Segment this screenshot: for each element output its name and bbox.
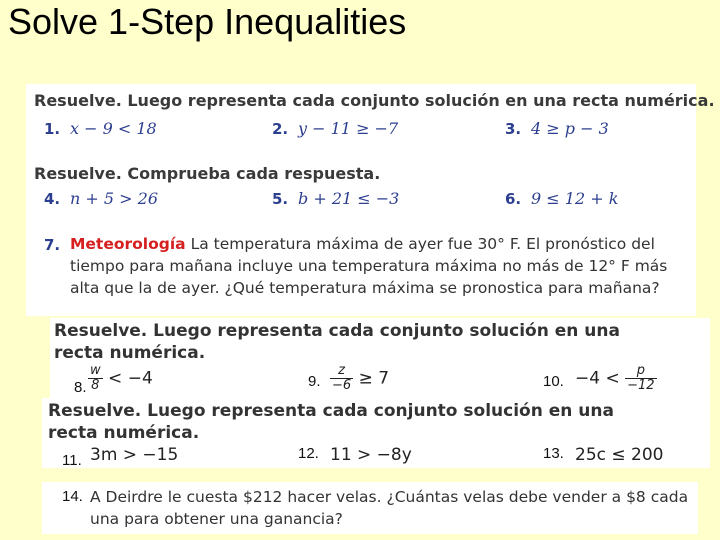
item-2-expression: y − 11 ≥ −7: [298, 119, 399, 138]
item-14-label: 14.: [62, 488, 83, 505]
item-2-number: 2.: [272, 120, 289, 138]
item-8-expression: [88, 364, 153, 393]
item-13-expression: 25c ≤ 200: [575, 445, 664, 465]
item-9-label: 9.: [308, 373, 321, 390]
block4-heading-line2: recta numérica.: [48, 423, 200, 443]
problem-14-line1: A Deirdre le cuesta $212 hacer velas. ¿Cuántas velas debe vender a $8 cada: [90, 488, 689, 506]
item-5-number: 5.: [272, 190, 289, 208]
item-8-numerator: w: [90, 363, 101, 378]
item-5-expression: b + 21 ≤ −3: [298, 189, 400, 208]
problem-7-text: [70, 233, 690, 299]
item-10-numerator: p: [625, 364, 656, 379]
item-1-number: 1.: [44, 120, 61, 138]
item-4-number: 4.: [44, 190, 61, 208]
section2-heading: Resuelve. Comprueba cada respuesta.: [34, 164, 381, 183]
item-12-label: 12.: [298, 445, 319, 462]
block4-heading: [48, 400, 614, 444]
problem-7-line3: alta que la de ayer. ¿Qué temperatura máxima se pronostica para mañana?: [70, 279, 660, 297]
block3-heading-line1: Resuelve. Luego representa cada conjunto solución en una: [54, 321, 620, 341]
item-9-fraction: [330, 364, 353, 393]
page-title: Solve 1-Step Inequalities: [8, 1, 407, 42]
item-6-number: 6.: [505, 190, 522, 208]
item-12-expression: 11 > −8y: [330, 445, 412, 465]
item-8-denominator: 8: [91, 378, 100, 393]
item-11-expression: 3m > −15: [90, 445, 179, 465]
item-1-expression: x − 9 < 18: [70, 119, 157, 138]
item-6-expression: 9 ≤ 12 + k: [531, 189, 619, 208]
item-9-expression: [330, 364, 389, 393]
item-3-number: 3.: [505, 120, 522, 138]
item-3-expression: 4 ≥ p − 3: [531, 119, 609, 138]
block4-heading-line1: Resuelve. Luego representa cada conjunto solución en una: [48, 401, 614, 421]
item-7-number: 7.: [44, 236, 61, 254]
item-13-label: 13.: [543, 445, 564, 462]
item-10-denominator: −12: [627, 378, 655, 393]
section1-heading: Resuelve. Luego representa cada conjunto solución en una recta numérica.: [34, 91, 715, 110]
problem-7-line1: La temperatura máxima de ayer fue 30° F. El pronóstico del: [190, 235, 655, 253]
item-9-denominator: −6: [332, 378, 352, 393]
item-10-pre: −4 <: [575, 368, 620, 389]
item-11-label: 11.: [62, 452, 82, 469]
item-9-numerator: z: [330, 364, 353, 379]
item-8-label: 8.: [74, 379, 87, 396]
problem-14-line2: una para obtener una ganancia?: [90, 510, 343, 528]
block3-heading-line2: recta numérica.: [54, 343, 206, 363]
block3-heading: [54, 320, 620, 364]
item-10-label: 10.: [543, 373, 564, 390]
item-4-expression: n + 5 > 26: [70, 189, 158, 208]
topic-label: Meteorología: [70, 235, 186, 253]
item-9-rest: ≥ 7: [358, 368, 390, 389]
problem-14-text: [90, 486, 700, 530]
item-10-fraction: [625, 364, 656, 393]
item-10-expression: [575, 364, 657, 393]
item-8-rest: < −4: [108, 368, 153, 389]
problem-7-line2: tiempo para mañana incluye una temperatura máxima no más de 12° F más: [70, 257, 668, 275]
item-8-fraction: [88, 364, 103, 393]
